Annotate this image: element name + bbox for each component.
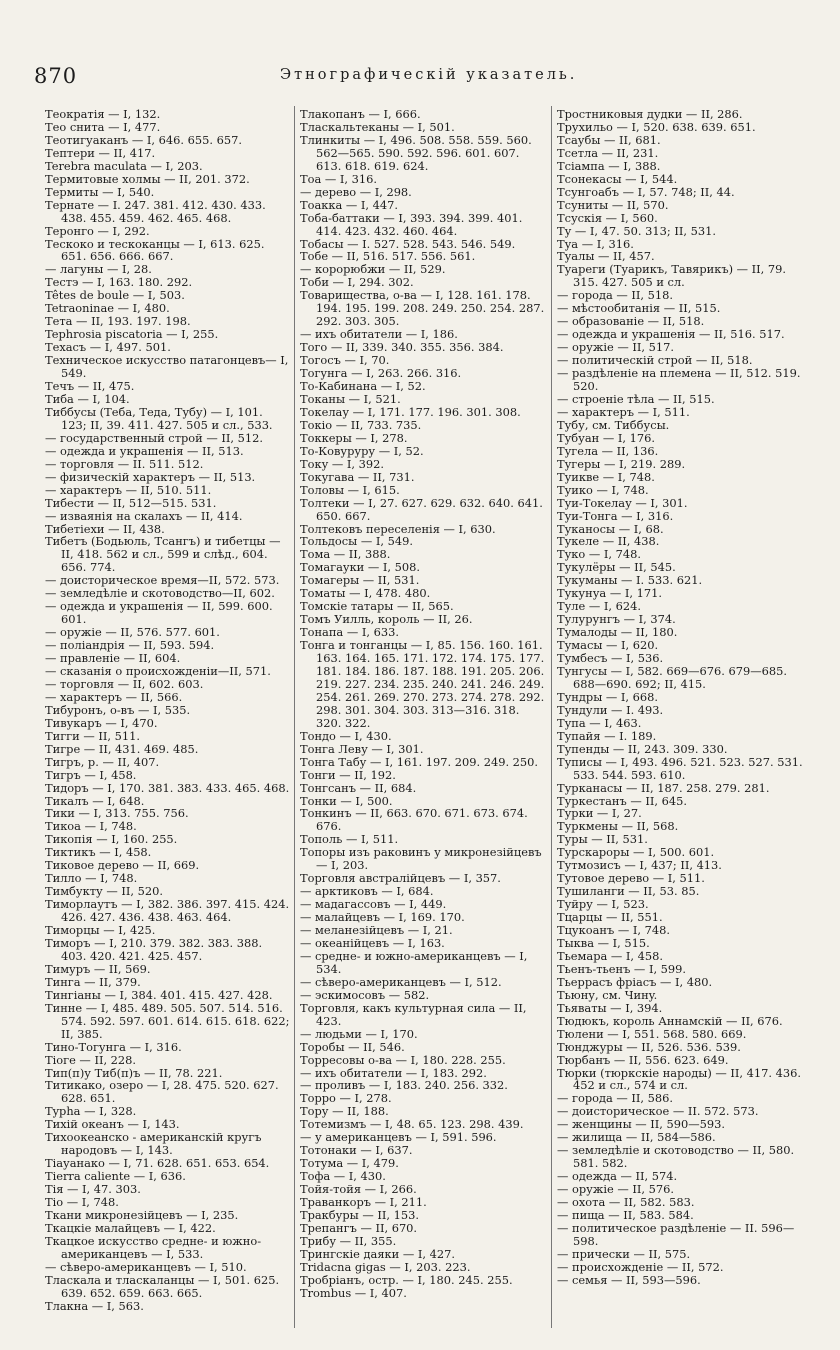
index-entry: Тино-Тогунга — I, 316.	[45, 1039, 182, 1054]
index-entry: Толтеки — I, 27. 627. 629. 632. 640. 641. 650. 667.	[300, 495, 543, 523]
index-entry: — жилища — II, 584—586.	[557, 1130, 716, 1145]
index-entry: Тцукоанъ — I, 748.	[557, 923, 670, 938]
index-entry: Тумбесъ — I, 536.	[557, 651, 664, 666]
index-entry: — одежда и украшенія — II, 599. 600. 601.	[45, 599, 273, 627]
index-entry: — ихъ обитатели — I, 183. 292.	[300, 1065, 487, 1080]
index-entry: Тофа — I, 430.	[300, 1169, 386, 1184]
index-entry: — эскимосовъ — 582.	[300, 987, 430, 1002]
index-entry: Тутмозисъ — I, 437; II, 413.	[557, 858, 722, 873]
index-entry: Торресовы о-ва — I, 180. 228. 255.	[300, 1052, 506, 1067]
index-entry: — сѣверо-американцевъ — I, 510.	[45, 1259, 247, 1274]
index-entry: — проливъ — I, 183. 240. 256. 332.	[300, 1078, 508, 1093]
index-entry: Туко — I, 748.	[557, 547, 642, 562]
index-entry: Тупенды — II, 243. 309. 330.	[557, 741, 728, 756]
index-entry: Тумасы — I, 620.	[557, 638, 659, 653]
index-entry: Туареги (Туарикъ, Тавярикъ) — II, 79. 315. 427. 505 и сл.	[557, 262, 786, 290]
index-entry: Тинга — II, 379.	[45, 974, 141, 989]
index-entry: Тонапа — I, 633.	[300, 625, 399, 640]
index-entry: Тольдосы — I, 549.	[300, 534, 413, 549]
index-entry: Тсунгоабъ — I, 57. 748; II, 44.	[557, 184, 735, 199]
index-entry: Тимбукту — II, 520.	[45, 884, 163, 899]
index-entry: Тиббусы (Теба, Теда, Тубу) — I, 101. 123; II, 39. 411. 427. 505 и сл., 533.	[45, 404, 273, 432]
index-entry: Ткацкое искусство средне- и южно-американцевъ — I, 533.	[45, 1233, 262, 1261]
index-entry: — сказанія о происхожденіи—II, 571.	[45, 663, 271, 678]
index-entry: Томъ Уилль, король — II, 26.	[300, 612, 473, 627]
index-entry: — одежда — II, 574.	[557, 1169, 678, 1184]
index-entry: Тиковое дерево — II, 669.	[45, 858, 200, 873]
index-entry: Тоакка — I, 447.	[300, 197, 399, 212]
index-entry: Тиктикъ — I, 458.	[45, 845, 152, 860]
index-entry: Тлинкиты — I, 496. 508. 558. 559. 560. 562—565. 590. 592. 596. 601. 607. 613. 618. 619. 624.	[300, 132, 532, 173]
index-entry: Топоры изъ раковинъ у микронезійцевъ — I, 203.	[300, 845, 542, 873]
index-entry: Турканасы — II, 187. 258. 279. 281.	[557, 780, 770, 795]
index-entry: Тилло — I, 748.	[45, 871, 138, 886]
index-entry: Титикако, озеро — I, 28. 475. 520. 627. 628. 651.	[45, 1078, 279, 1106]
index-entry: Тондо — I, 430.	[300, 728, 392, 743]
index-entry: Трибу — II, 355.	[300, 1233, 397, 1248]
index-entry: Тибуронъ, о-въ — I, 535.	[45, 702, 191, 717]
index-entry: Току — I, 392.	[300, 456, 385, 471]
index-entry: Тип(п)у Тиб(п)ъ — II, 78. 221.	[45, 1065, 223, 1080]
index-entry: Тобасы — I. 527. 528. 543. 546. 549.	[300, 236, 516, 251]
index-entry: — одежда и украшенія — II, 516. 517.	[557, 327, 785, 342]
index-entry: — правленіе — II, 604.	[45, 651, 181, 666]
index-entry: Торговля австралійцевъ — I, 357.	[300, 871, 501, 886]
index-entry: — торговля — II. 511. 512.	[45, 456, 204, 471]
index-entry: Tetraoninae — I, 480.	[45, 301, 170, 316]
index-entry: Тласкала и тласкаланцы — I, 501. 625. 639. 652. 659. 663. 665.	[45, 1272, 280, 1300]
index-entry: Туи-Тонга — I, 316.	[557, 508, 674, 523]
index-entry: — доисторическое время—II, 572. 573.	[45, 573, 280, 588]
index-entry: Тунгусы — I, 582. 669—676. 679—685. 688—690. 692; II, 415.	[557, 663, 787, 691]
index-entry: Тсетла — II, 231.	[557, 145, 659, 160]
index-entry: — меланезійцевъ — I, 21.	[300, 923, 453, 938]
index-entry: Тигре — II, 431. 469. 485.	[45, 741, 199, 756]
index-entry: — людьми — I, 170.	[300, 1026, 418, 1041]
index-entry: Тугеры — I, 219. 289.	[557, 456, 686, 471]
index-entry: Товарищества, о-ва — I, 128. 161. 178. 194. 195. 199. 208. 249. 250. 254. 287. 292. 303. 305.	[300, 288, 545, 329]
index-entry: Тигръ — I, 458.	[45, 767, 137, 782]
index-entry: Туи-Токелау — I, 301.	[557, 495, 688, 510]
column-divider	[551, 106, 552, 1328]
index-entry: — охота — II, 582. 583.	[557, 1195, 695, 1210]
index-entry: Тингіаны — I, 384. 401. 415. 427. 428.	[45, 987, 273, 1002]
index-entry: — строеніе тѣла — II, 515.	[557, 391, 715, 406]
index-entry: Тсускія — I, 560.	[557, 210, 658, 225]
index-entry: — дерево — I, 298.	[300, 184, 412, 199]
index-entry: Тибетъ (Бодьюль, Тсангъ) и тибетцы — II, 418. 562 и сл., 599 и слѣд., 604. 656. 774.	[45, 534, 281, 575]
index-entry: — поліандрія — II, 593. 594.	[45, 638, 215, 653]
index-entry: Тсаубы — II, 681.	[557, 132, 661, 147]
index-entry: Токелау — I, 171. 177. 196. 301. 308.	[300, 404, 521, 419]
index-entry: Техасъ — I, 497. 501.	[45, 340, 171, 355]
index-entry: Трепангъ — II, 670.	[300, 1220, 418, 1235]
index-entry: Тукулёры — II, 545.	[557, 560, 676, 575]
index-entry: Тоа — I, 316.	[300, 171, 377, 186]
index-entry: То-Кабинана — I, 52.	[300, 379, 426, 394]
index-column-1	[45, 108, 290, 1313]
index-entry: Туико — I, 748.	[557, 482, 649, 497]
index-entry: — города — II, 518.	[557, 288, 674, 303]
index-entry: — оружіе — II, 517.	[557, 340, 674, 355]
index-entry: Тонки — I, 500.	[300, 793, 393, 808]
index-entry: Тигги — II, 511.	[45, 728, 140, 743]
index-entry: Тукуманы — I. 533. 621.	[557, 573, 703, 588]
index-entry: Тлакопанъ — I, 666.	[300, 108, 421, 121]
index-entry: Têtes de boule — I, 503.	[45, 288, 185, 303]
index-entry: Тюдюкъ, король Аннамскій — II, 676.	[557, 1013, 783, 1028]
index-entry: — доисторическое — II. 572. 573.	[557, 1104, 759, 1119]
index-entry: Туканосы — I, 68.	[557, 521, 664, 536]
index-entry: Тракбуры — II, 153.	[300, 1208, 419, 1223]
index-entry: Тики — I, 313. 755. 756.	[45, 806, 189, 821]
index-entry: — мадагассовъ — I, 449.	[300, 897, 447, 912]
index-entry: Тогосъ — I, 70.	[300, 353, 390, 368]
index-entry: Тюрки (тюркскіе народы) — II, 417. 436. 452 и сл., 574 и сл.	[557, 1065, 801, 1093]
index-entry: Тикопія — I, 160. 255.	[45, 832, 178, 847]
index-entry: Тьюну, см. Чинy.	[557, 987, 658, 1002]
index-entry: Туалы — II, 457.	[557, 249, 655, 264]
index-entry: — политическое раздѣленіе — II. 596—598.	[557, 1220, 795, 1248]
index-entry: Торговля, какъ культурная сила — II, 423.	[300, 1000, 527, 1028]
index-entry: Тернате — I. 247. 381. 412. 430. 433. 438. 455. 459. 462. 465. 468.	[45, 197, 266, 225]
index-entry: Тонкинъ — II, 663. 670. 671. 673. 674. 676.	[300, 806, 528, 834]
index-entry: Тукунуа — I, 171.	[557, 586, 662, 601]
index-entry: Тотума — I, 479.	[300, 1156, 399, 1171]
index-entry: — характеръ — II, 510. 511.	[45, 482, 212, 497]
index-entry: Тубу, см. Тиббусы.	[557, 417, 670, 432]
index-entry: Тойя-тойя — I, 266.	[300, 1182, 417, 1197]
index-column-2	[300, 108, 545, 1300]
index-entry: Ту — I, 47. 50. 313; II, 531.	[557, 223, 716, 238]
index-entry: — образованіе — II, 518.	[557, 314, 705, 329]
index-entry: Terebra maculata — I, 203.	[45, 158, 203, 173]
index-entry: Тьенъ-тьенъ — I, 599.	[557, 961, 687, 976]
index-entry: Токаны — I, 521.	[300, 391, 401, 406]
index-entry: — корорюбжи — II, 529.	[300, 262, 446, 277]
index-entry: Тростниковыя дудки — II, 286.	[557, 108, 743, 121]
index-entry: Тотонаки — I, 637.	[300, 1143, 413, 1158]
index-entry: Тупайя — I. 189.	[557, 728, 657, 743]
index-entry: Тласкальтеканы — I, 501.	[300, 119, 455, 134]
index-entry: Теократія — I, 132.	[45, 108, 161, 121]
page-number: 870	[34, 64, 78, 88]
index-entry: Торро — I, 278.	[300, 1091, 392, 1106]
index-entry: Тсуниты — II, 570.	[557, 197, 669, 212]
index-entry: Термитовые холмы — II, 201. 372.	[45, 171, 250, 186]
index-column-3	[557, 108, 812, 1287]
index-entry: Тутовое дерево — I, 511.	[557, 871, 705, 886]
index-entry: — оружіе — II, 576. 577. 601.	[45, 625, 220, 640]
index-entry: Траванкоръ — I, 211.	[300, 1195, 427, 1210]
index-entry: Тундры — I, 668.	[557, 689, 658, 704]
index-entry: Теронго — I, 292.	[45, 223, 150, 238]
index-entry: Тія — I, 47. 303.	[45, 1182, 141, 1197]
index-entry: Тополь — I, 511.	[300, 832, 399, 847]
index-entry: Тестэ — I, 163. 180. 292.	[45, 275, 193, 290]
index-entry: Тигръ, р. — II, 407.	[45, 754, 160, 769]
index-entry: Tephrosia piscatoria — I, 255.	[45, 327, 219, 342]
index-entry: Турки — I, 27.	[557, 806, 642, 821]
index-entry: Tierra caliente — I, 636.	[45, 1169, 186, 1184]
index-entry: — происхожденіе — II, 572.	[557, 1259, 724, 1274]
index-entry: Турскароры — I, 500. 601.	[557, 845, 715, 860]
index-entry: — океанійцевъ — I, 163.	[300, 936, 445, 950]
index-entry: Тонги — II, 192.	[300, 767, 396, 782]
index-entry: Тьемара — I, 458.	[557, 948, 664, 963]
index-entry: — пища — II, 583. 584.	[557, 1208, 694, 1223]
index-entry: — государственный строй — II, 512.	[45, 430, 263, 445]
index-entry: Тихій океанъ — I, 143.	[45, 1117, 180, 1132]
index-entry: Тонга и тонганцы — I, 85. 156. 160. 161. 163. 164. 165. 171. 172. 174. 175. 177. 181. 184. 186. 187. 188. 191. 205. 206. 219. 227. 234. 235. 240. 241. 246. 249. 254. 261. 269. 270. 273. 274. 278. 292. 298. 301. 304. 303. 313—316. 318. 320. 322.	[300, 638, 545, 730]
index-entry: Тома — II, 388.	[300, 547, 391, 562]
index-entry: Тогунга — I, 263. 266. 316.	[300, 366, 462, 381]
index-entry: — семья — II, 593—596.	[557, 1272, 701, 1287]
index-entry: — мѣстообитанія — II, 515.	[557, 301, 721, 316]
index-entry: Тео снита — I, 477.	[45, 119, 161, 134]
index-entry: Тсонекасы — I, 544.	[557, 171, 678, 186]
index-entry: — земледѣліе и скотоводство — II, 580. 581. 582.	[557, 1143, 795, 1171]
index-entry: То-Ковуруру — I, 52.	[300, 443, 424, 458]
index-entry: — физическій характеръ — II, 513.	[45, 469, 256, 484]
index-entry: Тикоа — I, 748.	[45, 819, 137, 834]
column-divider	[294, 106, 295, 1328]
index-entry: Ткацкіе малайцевъ — I, 422.	[45, 1220, 216, 1235]
index-entry: Тіоге — II, 228.	[45, 1052, 137, 1067]
index-entry: Торобы — II, 546.	[300, 1039, 405, 1054]
index-entry: Туркестанъ — II, 645.	[557, 793, 687, 808]
index-entry: — арктиковъ — I, 684.	[300, 884, 434, 899]
index-entry: Тибетіехи — II, 438.	[45, 521, 165, 536]
index-entry: Трингскіе даяки — I, 427.	[300, 1246, 455, 1261]
index-entry: — политическій строй — II, 518.	[557, 353, 753, 368]
index-entry: Tridacna gigas — I, 203. 223.	[300, 1259, 471, 1274]
index-entry: Тихоокеанско - американскій кругъ народовъ — I, 143.	[45, 1130, 262, 1158]
index-entry: — изваянія на скалахъ — II, 414.	[45, 508, 243, 523]
index-entry: Тиморлаутъ — I, 382. 386. 397. 415. 424. 426. 427. 436. 438. 463. 464.	[45, 897, 290, 925]
index-entry: Техническое искусство патагонцевъ— I, 549.	[45, 353, 289, 381]
index-entry: Тептери — II, 417.	[45, 145, 156, 160]
index-entry: Тиморцы — I, 425.	[45, 923, 156, 938]
index-entry: Туикве — I, 748.	[557, 469, 655, 484]
index-entry: Тцарцы — II, 551.	[557, 910, 663, 925]
index-entry: Томскіе татары — II, 565.	[300, 599, 454, 614]
index-entry: Тору — II, 188.	[300, 1104, 389, 1119]
index-entry: Тупа — I, 463.	[557, 715, 642, 730]
index-entry: — характеръ — I, 511.	[557, 404, 690, 419]
index-entry: Тіо — I, 748.	[45, 1195, 119, 1210]
index-entry: Ткани микронезійцевъ — I, 235.	[45, 1208, 239, 1223]
index-entry: Тоби — I, 294. 302.	[300, 275, 414, 290]
index-entry: Тюлени — I, 551. 568. 580. 669.	[557, 1026, 747, 1041]
page-title: Этнографическій указатель.	[280, 67, 578, 83]
index-entry: Тобе — II, 516. 517. 556. 561.	[300, 249, 476, 264]
index-entry: Туры — II, 531.	[557, 832, 648, 847]
index-entry: Тундули — I. 493.	[557, 702, 664, 717]
index-entry: Тотемизмъ — I, 48. 65. 123. 298. 439.	[300, 1117, 524, 1132]
index-entry: Томагауки — I, 508.	[300, 560, 421, 575]
index-entry: — прически — II, 575.	[557, 1246, 691, 1261]
index-entry: Тонгсанъ — II, 684.	[300, 780, 417, 795]
index-entry: Тиба — I, 104.	[45, 391, 130, 406]
index-entry: Тугела — II, 136.	[557, 443, 659, 458]
index-entry: Туйру — I, 523.	[557, 897, 649, 912]
index-entry: — торговля — II, 602. 603.	[45, 676, 204, 691]
index-entry: Тушиланги — II, 53. 85.	[557, 884, 700, 899]
index-entry: Тюрбанъ — II, 556. 623. 649.	[557, 1052, 729, 1067]
index-entry: Того — II, 339. 340. 355. 356. 384.	[300, 340, 504, 355]
index-entry: Тумалоды — II, 180.	[557, 625, 678, 640]
index-entry: Тлакна — I, 563.	[45, 1298, 144, 1313]
index-entry: Тулурунгъ — I, 374.	[557, 612, 676, 627]
index-entry: — ихъ обитатели — I, 186.	[300, 327, 458, 342]
index-entry: Тескоко и тескоканцы — I, 613. 625. 651. 656. 666. 667.	[45, 236, 265, 264]
index-entry: — средне- и южно-американцевъ — I, 534.	[300, 948, 528, 976]
index-entry: Туркмены — II, 568.	[557, 819, 679, 834]
index-entry: Тикалъ — I, 648.	[45, 793, 145, 808]
index-entry: — лагуны — I, 28.	[45, 262, 152, 277]
index-entry: Томаты — I, 478. 480.	[300, 586, 431, 601]
index-entry: Тюнджуры — II, 526. 536. 539.	[557, 1039, 741, 1054]
index-entry: — раздѣленіе на племена — II, 512. 519. 520.	[557, 366, 801, 394]
index-entry: Токіо — II, 733. 735.	[300, 417, 422, 432]
index-entry: — оружіе — II, 576.	[557, 1182, 674, 1197]
index-entry: Trombus — I, 407.	[300, 1285, 407, 1300]
index-entry: Томагеры — II, 531.	[300, 573, 420, 588]
index-entry: Туа — I, 316.	[557, 236, 634, 251]
index-entry: Токугава — II, 731.	[300, 469, 415, 484]
index-entry: Тьеррасъ фріасъ — I, 480.	[557, 974, 713, 989]
index-entry: Токкеры — I, 278.	[300, 430, 408, 445]
index-entry: Тивукаръ — I, 470.	[45, 715, 158, 730]
index-entry: — сѣверо-американцевъ — I, 512.	[300, 974, 502, 989]
index-entry: Течъ — II, 475.	[45, 379, 135, 394]
index-entry: Тонга Леву — I, 301.	[300, 741, 424, 756]
index-entry: — земледѣліе и скотоводство—II, 602.	[45, 586, 275, 601]
index-entry: — у американцевъ — I, 591. 596.	[300, 1130, 497, 1145]
index-entry: Тиморъ — I, 210. 379. 382. 383. 388. 403. 420. 421. 425. 457.	[45, 936, 263, 963]
index-entry: Тсіампа — I, 388.	[557, 158, 661, 173]
index-entry: Теотигуаканъ — I, 646. 655. 657.	[45, 132, 243, 147]
index-entry: Трухильо — I, 520. 638. 639. 651.	[557, 119, 756, 134]
index-entry: — характеръ — II, 566.	[45, 689, 183, 704]
index-entry: Тубуан — I, 176.	[557, 430, 655, 445]
index-entry: Толтековъ переселенія — I, 630.	[300, 521, 496, 536]
index-entry: Тукеле — II, 438.	[557, 534, 660, 549]
index-entry: Тидоръ — I, 170. 381. 383. 433. 465. 468.	[45, 780, 290, 795]
index-entry: Толовы — I, 615.	[300, 482, 400, 497]
index-entry: — одежда и украшенія — II, 513.	[45, 443, 244, 458]
index-entry: Туписы — I, 493. 496. 521. 523. 527. 531. 533. 544. 593. 610.	[557, 754, 803, 782]
index-entry: Тробріанъ, остр. — I, 180. 245. 255.	[300, 1272, 513, 1287]
index-entry: Typha — I, 328.	[45, 1104, 137, 1119]
index-entry: — женщины — II, 590—593.	[557, 1117, 726, 1132]
index-entry: Тоба-баттаки — I, 393. 394. 399. 401. 414. 423. 432. 460. 464.	[300, 210, 523, 238]
index-entry: — малайцевъ — I, 169. 170.	[300, 910, 465, 925]
index-entry: Тимуръ — II, 569.	[45, 961, 151, 976]
index-entry: Тибести — II, 512—515. 531.	[45, 495, 217, 510]
index-entry: Тонга Табу — I, 161. 197. 209. 249. 250.	[300, 754, 539, 769]
index-entry: Тыква — I, 515.	[557, 936, 650, 950]
index-entry: Термиты — I, 540.	[45, 184, 155, 199]
index-entry: — города — II, 586.	[557, 1091, 674, 1106]
index-entry: Тинне — I, 485. 489. 505. 507. 514. 516. 574. 592. 597. 601. 614. 615. 618. 622; II, 385.	[45, 1000, 290, 1041]
index-entry: Тета — II, 193. 197. 198.	[45, 314, 191, 329]
index-entry: Туле — I, 624.	[557, 599, 642, 614]
index-entry: Тіауанако — I, 71. 628. 651. 653. 654.	[45, 1156, 270, 1171]
index-entry: Тьяваты — I, 394.	[557, 1000, 663, 1015]
